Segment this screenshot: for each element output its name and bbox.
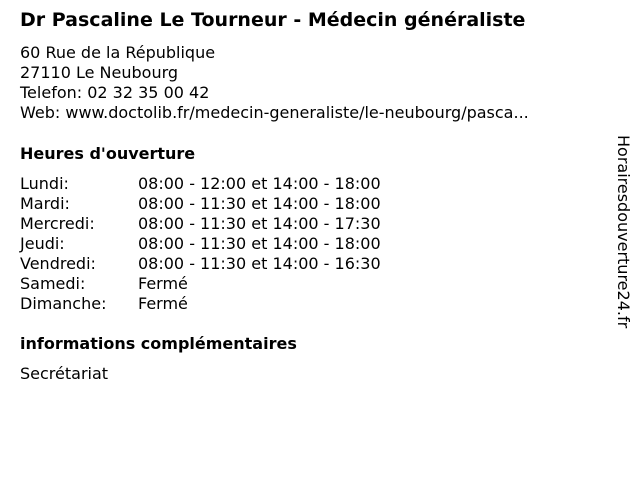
day-label: Jeudi: [20,234,65,253]
city-address: 27110 Le Neubourg [20,63,179,82]
website-link[interactable]: Web: www.doctolib.fr/medecin-generaliste/le-neubourg/pasca... [20,103,529,122]
hours-row [20,194,381,214]
address-block [20,43,529,123]
hours-value: 08:00 - 11:30 et 14:00 - 18:00 [138,194,381,213]
hours-value: 08:00 - 11:30 et 14:00 - 17:30 [138,214,381,233]
hours-value: Fermé [138,274,188,293]
phone-number[interactable]: Telefon: 02 32 35 00 42 [20,83,210,102]
hours-row [20,234,381,254]
day-label: Mardi: [20,194,70,213]
info-text: Secrétariat [20,364,109,383]
hours-table [20,174,381,314]
hours-value: 08:00 - 11:30 et 14:00 - 16:30 [138,254,381,273]
day-label: Mercredi: [20,214,95,233]
day-label: Vendredi: [20,254,96,273]
day-label: Lundi: [20,174,69,193]
hours-value: 08:00 - 12:00 et 14:00 - 18:00 [138,174,381,193]
hours-row [20,294,381,314]
street-address: 60 Rue de la République [20,43,216,62]
hours-row [20,214,381,234]
day-label: Dimanche: [20,294,107,313]
info-heading: informations complémentaires [20,334,297,353]
hours-value: 08:00 - 11:30 et 14:00 - 18:00 [138,234,381,253]
page-title: Dr Pascaline Le Tourneur - Médecin généraliste [20,9,526,31]
hours-heading: Heures d'ouverture [20,144,196,163]
hours-row [20,174,381,194]
day-label: Samedi: [20,274,86,293]
hours-row [20,254,381,274]
hours-value: Fermé [138,294,188,313]
site-watermark: Horairesdouverture24.fr [614,135,633,329]
hours-row [20,274,381,294]
